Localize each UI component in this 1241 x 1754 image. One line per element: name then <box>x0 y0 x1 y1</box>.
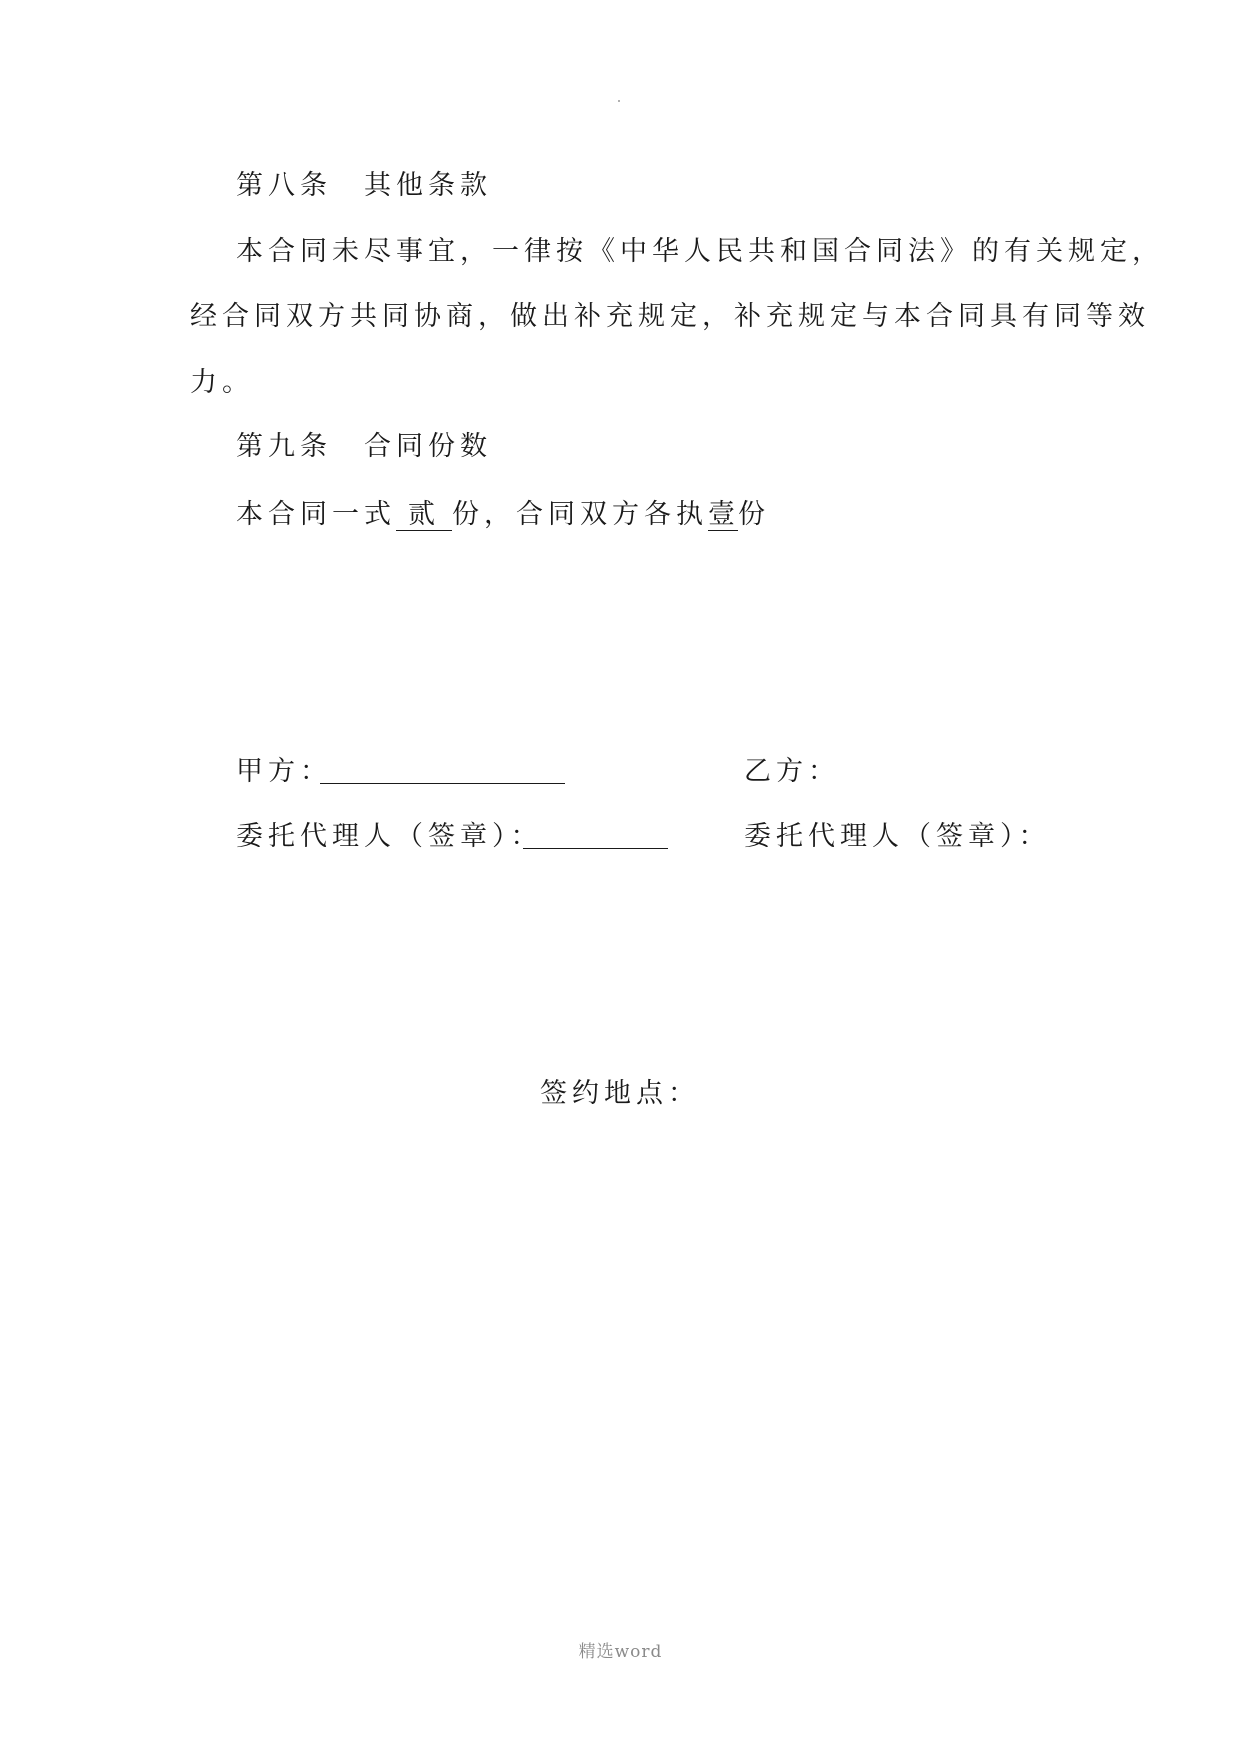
party-a-row <box>236 758 332 785</box>
article8-line3: 力。 <box>190 367 254 398</box>
article9-text-middle: 份，合同双方各执 <box>452 499 708 530</box>
article8-line2: 经合同双方共同协商，做出补充规定，补充规定与本合同具有同等效 <box>190 301 1150 332</box>
copies-each-field[interactable]: 壹 <box>708 499 740 530</box>
article8-line1: 本合同未尽事宜，一律按《中华人民共和国合同法》的有关规定， <box>236 236 1164 267</box>
agent-a-signature-blank[interactable] <box>523 822 668 849</box>
article8-title: 第八条 其他条款 <box>236 170 492 201</box>
header-mark <box>618 100 620 102</box>
article9-text-before: 本合同一式 <box>236 499 396 530</box>
agent-a-label: 委托代理人（签章）： <box>236 821 543 852</box>
agent-b-label: 委托代理人（签章）： <box>744 821 1051 852</box>
article9-text-after: 份 <box>738 499 770 530</box>
article9-title: 第九条 合同份数 <box>236 431 492 462</box>
party-a-label: 甲方： <box>236 756 332 787</box>
article9-text <box>236 499 770 531</box>
page-footer: 精选word <box>578 1642 663 1662</box>
party-b-label: 乙方： <box>744 756 840 787</box>
signing-place-label: 签约地点： <box>540 1078 700 1109</box>
copies-total-field[interactable]: 贰 <box>396 499 452 531</box>
party-a-signature-blank[interactable] <box>320 757 565 784</box>
